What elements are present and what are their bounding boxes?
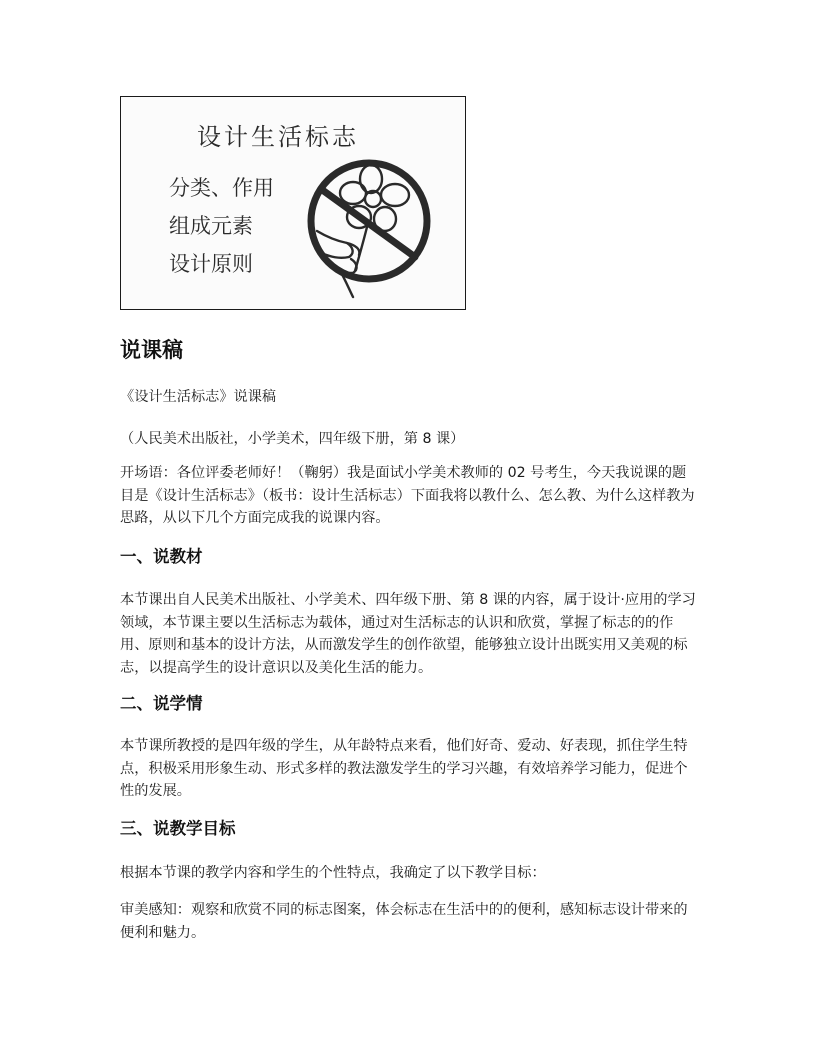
board-line-elements: 组成元素 [169,214,253,238]
publisher-info: （人民美术出版社，小学美术，四年级下册，第 8 课） [120,431,465,447]
section-heading-learners: 二、说学情 [120,694,203,713]
board-line-principles: 设计原则 [169,252,253,276]
board-title-text: 设计生活标志 [197,123,359,151]
document-heading: 说课稿 [120,338,183,362]
hand-drawn-sign-illustration [121,97,465,309]
objectives-intro: 根据本节课的教学内容和学生的个性特点，我确定了以下教学目标： [120,865,546,881]
document-subtitle: 《设计生活标志》说课稿 [120,389,277,405]
section-heading-textbook: 一、说教材 [120,547,203,566]
opening-paragraph: 开场语：各位评委老师好！（鞠躬）我是面试小学美术教师的 02 号考生，今天我说课的题目是《设计生活标志》（板书：设计生活标志）下面我将以教什么、怎么教、为什么这样教为思路，从以下几个方面完成我的说课内容。 [120,465,695,526]
section-paragraph-textbook: 本节课出自人民美术出版社、小学美术、四年级下册、第 8 课的内容，属于设计·应用的学习领域，本节课主要以生活标志为载体，通过对生活标志的认识和欣赏，掌握了标志的的作用、原则和基本的设计方法，从而激发学生的创作欲望，能够独立设计出既实用又美观的标志，以提高学生的设计意识以及美化生活的能力。 [120,592,696,676]
section-paragraph-learners: 本节课所教授的是四年级的学生，从年龄特点来看，他们好奇、爱动、好表现，抓住学生特点，积极采用形象生动、形式多样的教法激发学生的学习兴趣，有效培养学习能力，促进个性的发展。 [120,738,688,799]
board-line-classification: 分类、作用 [169,176,274,200]
section-heading-objectives: 三、说教学目标 [120,819,236,838]
objective-aesthetic-perception: 审美感知：观察和欣赏不同的标志图案，体会标志在生活中的的便利，感知标志设计带来的便利和魅力。 [120,902,688,941]
blackboard-drawing-image [120,96,466,310]
